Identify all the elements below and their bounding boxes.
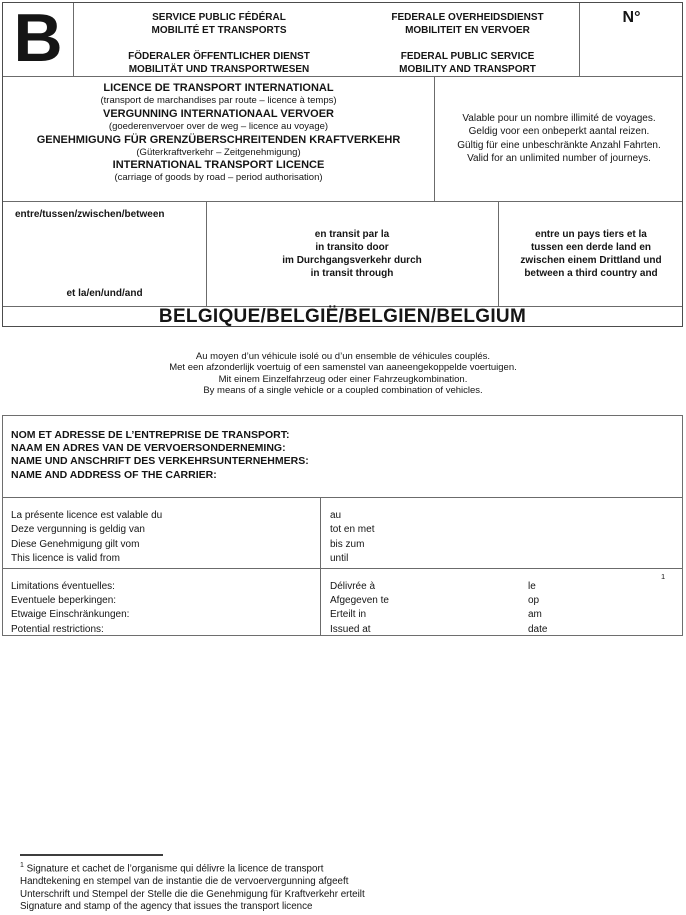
restrictions-line: Potential restrictions: [11, 623, 104, 635]
route-third-country-labels [498, 201, 684, 306]
authority-line: FEDERALE OVERHEIDSDIENST [391, 12, 544, 23]
issued-date-line: am [528, 609, 542, 621]
authority-line: MOBILITÉ ET TRANSPORTS [151, 25, 287, 36]
vehicle-type-note [0, 351, 686, 397]
country-letter-b: B [13, 0, 63, 76]
note-line: Valid for an unlimited number of journeys. [467, 153, 651, 164]
footnote-reference-mark: 1 [661, 572, 666, 581]
valid-from-line: Deze vergunning is geldig van [11, 524, 145, 536]
third-country-line: zwischen einem Drittland und [520, 254, 662, 266]
issued-at-labels [330, 580, 389, 637]
issued-date-line: date [528, 623, 548, 635]
restrictions-line: Eventuele beperkingen: [11, 595, 117, 607]
authority-line: FÖDERALER ÖFFENTLICHER DIENST [128, 51, 310, 62]
divider [320, 497, 321, 636]
unlimited-journeys-note [434, 76, 684, 201]
issued-date-line: le [528, 581, 536, 592]
valid-from-labels [11, 509, 162, 566]
vehicle-note-line: Mit einem Einzelfahrzeug oder einer Fahrzeugkombination. [218, 373, 468, 385]
carrier-label-line: NOM ET ADRESSE DE L’ENTREPRISE DE TRANSPORT: [11, 429, 290, 441]
footnote-rule [20, 854, 163, 856]
footnote-line [20, 860, 620, 876]
title-subline: (Güterkraftverkehr – Zeitgenehmigung) [136, 146, 301, 158]
spacer [365, 37, 570, 50]
authority-line: MOBILITEIT EN VERVOER [405, 25, 530, 36]
valid-from-line: This licence is valid from [11, 552, 120, 564]
title-line: GENEHMIGUNG FÜR GRENZÜBERSCHREITENDEN KRAFTVERKEHR [36, 133, 401, 146]
authority-line: SERVICE PUBLIC FÉDÉRAL [152, 12, 286, 23]
valid-until-line: tot en met [330, 524, 375, 536]
divider [3, 497, 682, 498]
authority-name-nl-en [365, 11, 570, 76]
footnote-reference-mark: 1 [20, 862, 24, 869]
issued-at-line: Erteilt in [330, 609, 367, 621]
licence-number-label: N° [622, 9, 641, 26]
third-country-line: tussen een derde land en [530, 241, 652, 253]
note-line: Geldig voor een onbeperkt aantal reizen. [468, 126, 650, 137]
issued-date-line: op [528, 595, 540, 607]
route-and-label: et la/en/und/and [66, 288, 143, 299]
issued-at-line: Délivrée à [330, 581, 376, 592]
carrier-label-line: NAME UND ANSCHRIFT DES VERKEHRSUNTERNEHMERS: [11, 455, 309, 468]
valid-until-line: au [330, 510, 342, 521]
third-country-line: entre un pays tiers et la [535, 228, 647, 240]
note-line: Gültig für eine unbeschränkte Anzahl Fahrten. [457, 139, 661, 151]
route-between-label: entre/tussen/zwischen/between [15, 209, 165, 220]
authority-name-fr-de [73, 11, 365, 76]
title-subline: (carriage of goods by road – period authorisation) [114, 172, 323, 184]
carrier-details-table [2, 415, 683, 636]
title-line: LICENCE DE TRANSPORT INTERNATIONAL [103, 82, 334, 94]
vehicle-note-line: Met een afzonderlijk voertuig of een samenstel van aaneengekoppelde voertuigen. [169, 362, 517, 374]
title-line: INTERNATIONAL TRANSPORT LICENCE [112, 159, 325, 172]
note-line: Valable pour un nombre illimité de voyages. [462, 112, 656, 124]
valid-from-line: La présente licence est valable du [11, 510, 163, 521]
footnote [20, 860, 620, 914]
carrier-label-line: NAAM EN ADRES VAN DE VERVOERSONDERNEMING: [11, 442, 286, 455]
footnote-text: Signature et cachet de l’organisme qui délivre la licence de transport [26, 863, 324, 875]
divider [3, 568, 682, 569]
transit-line: en transit par la [314, 228, 390, 240]
licence-title [3, 82, 434, 185]
vehicle-note-line: Au moyen d’un véhicule isolé ou d’un ensemble de véhicules couplés. [195, 351, 491, 362]
spacer [73, 37, 365, 50]
carrier-name-address-labels [11, 429, 309, 482]
third-country-line: between a third country and [524, 267, 658, 279]
valid-from-line: Diese Genehmigung gilt vom [11, 538, 140, 550]
issued-at-line: Afgegeven te [330, 595, 389, 607]
footnote-line: Signature and stamp of the agency that issues the transport licence [20, 901, 313, 913]
restrictions-line: Limitations éventuelles: [11, 581, 115, 592]
issued-date-labels [528, 580, 547, 637]
issued-at-line: Issued at [330, 623, 371, 635]
authority-line: MOBILITÄT UND TRANSPORTWESEN [128, 64, 310, 75]
transit-line: in transito door [315, 241, 389, 253]
title-subline: (goederenvervoer over de weg – licence au voyage) [108, 120, 329, 132]
title-line: VERGUNNING INTERNATIONAAL VERVOER [102, 107, 335, 120]
valid-until-labels [330, 509, 374, 566]
restrictions-line: Etwaige Einschränkungen: [11, 609, 130, 621]
valid-until-line: bis zum [330, 538, 365, 550]
footnote-line: Handtekening en stempel van de instantie die de vervoervergunning afgeeft [20, 875, 349, 887]
transit-line: im Durchgangsverkehr durch [282, 254, 422, 266]
route-transit-labels [206, 201, 498, 306]
valid-until-line: until [330, 552, 349, 564]
transit-line: in transit through [310, 267, 394, 279]
footnote-line: Unterschrift und Stempel der Stelle die die Genehmigung für Kraftverkehr erteilt [20, 888, 365, 900]
authority-line: MOBILITY AND TRANSPORT [399, 64, 536, 75]
title-subline: (transport de marchandises par route – licence à temps) [100, 95, 337, 106]
restrictions-labels [11, 580, 129, 637]
authority-line: FEDERAL PUBLIC SERVICE [400, 51, 535, 62]
vehicle-note-line: By means of a single vehicle or a coupled combination of vehicles. [203, 385, 483, 397]
licence-header-block [2, 2, 683, 327]
country-banner: BELGIQUE/BELGIË/BELGIEN/BELGIUM [158, 306, 527, 327]
carrier-label-line: NAME AND ADDRESS OF THE CARRIER: [11, 468, 217, 481]
